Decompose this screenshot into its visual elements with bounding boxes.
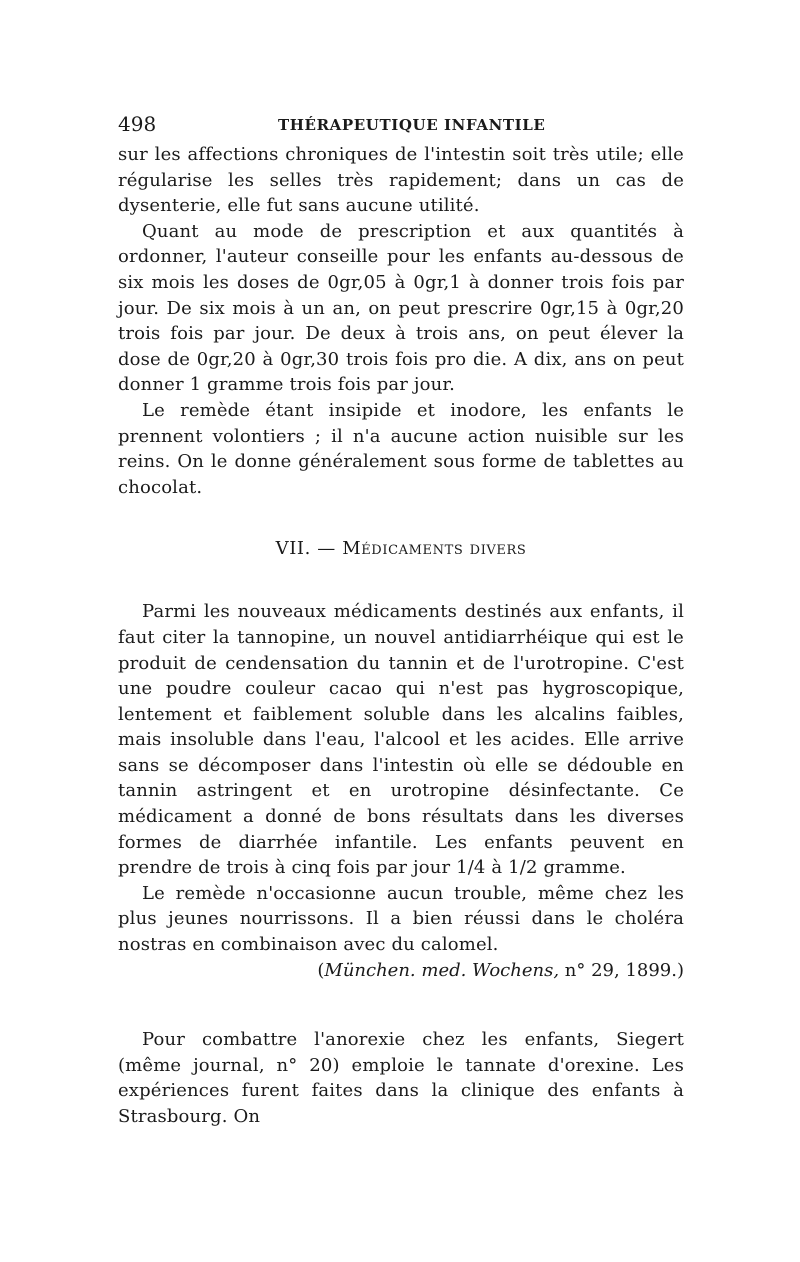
paragraph-anorexie: Pour combattre l'anorexie chez les enfants, Siegert (même journal, n° 20) emploie le tannate d'orexine. Les expériences furent faites dans la clinique des enfants à Strasbourg. On — [118, 1029, 684, 1127]
paragraph-prescription: Quant au mode de prescription et aux quantités à ordonner, l'auteur conseille pour les enfants au-dessous de six mois les doses de 0gr,05 à 0gr,1 à donner trois fois par jour. De six mois à un an, on peut prescrire 0gr,15 à 0gr,20 trois fois par jour. De deux à trois ans, on peut élever la dose de 0gr,20 à 0gr,30 trois fois pro die. A dix, ans on peut donner 1 gramme trois fois par jour. — [118, 220, 684, 396]
section-heading — [118, 538, 684, 559]
paragraph-remedy: Le remède étant insipide et inodore, les enfants le prennent volontiers ; il n'a aucune action nuisible sur les reins. On le donne généralement sous forme de tablettes au chocolat. — [118, 399, 684, 498]
citation — [118, 958, 684, 984]
citation-details: n° 29, 1899.) — [559, 959, 684, 981]
section-number: VII. — — [275, 538, 336, 560]
section-title: Médicaments divers — [342, 538, 527, 560]
paragraph-continuation: sur les affections chroniques de l'intestin soit très utile; elle régularise les selles très rapidement; dans un cas de dysenterie, elle fut sans aucune utilité. — [118, 144, 684, 217]
body-text-section — [118, 599, 684, 957]
paragraph-remedy-trouble: Le remède n'occasionne aucun trouble, même chez les plus jeunes nourrissons. Il a bien réussi dans le choléra nostras en combinaison avec du calomel. — [118, 882, 684, 956]
running-head — [118, 112, 684, 142]
page-number: 498 — [118, 112, 157, 136]
running-title: THÉRAPEUTIQUE INFANTILE — [278, 116, 546, 134]
paragraph-tannopine: Parmi les nouveaux médicaments destinés aux enfants, il faut citer la tannopine, un nouvel antidiarrhéique qui est le produit de cendensation du tannin et de l'urotropine. C'est une poudre couleur cacao qui n'est pas hygroscopique, lentement et faiblement soluble dans les alcalins faibles, mais insoluble dans l'eau, l'alcool et les acides. Elle arrive sans se décomposer dans l'intestin où elle se dédouble en tannin astringent et en urotropine désinfectante. Ce médicament a donné de bons résultats dans les diverses formes de diarrhée infantile. Les enfants peuvent en prendre de trois à cinq fois par jour 1/4 à 1/2 gramme. — [118, 601, 684, 879]
book-page — [118, 112, 684, 1130]
citation-open: ( — [317, 959, 325, 981]
body-text-bottom — [118, 1027, 684, 1129]
citation-source: München. med. Wochens, — [324, 959, 560, 981]
body-text-top — [118, 142, 684, 500]
